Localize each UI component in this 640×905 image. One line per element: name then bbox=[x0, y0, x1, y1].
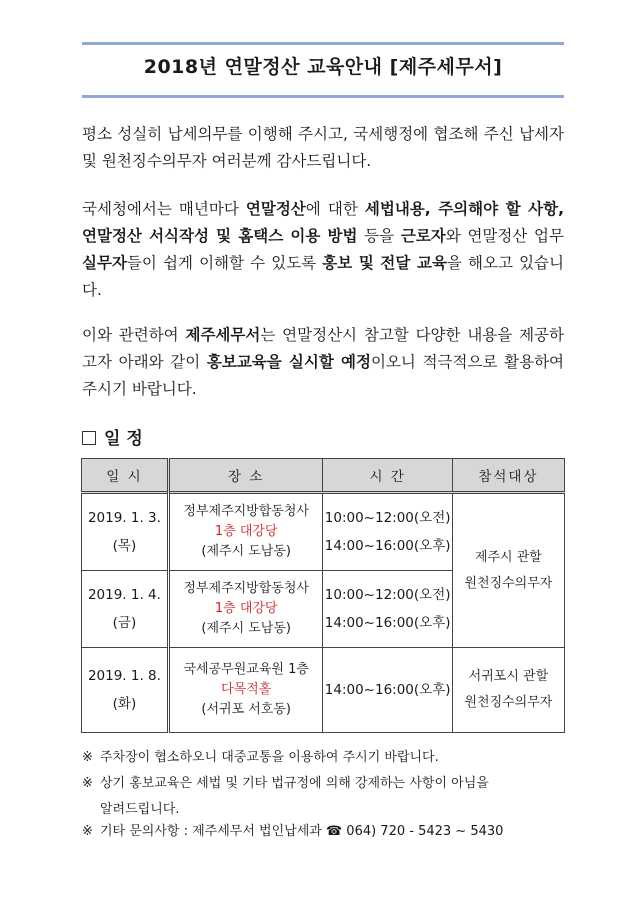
paragraph-greeting: 평소 성실히 납세의무를 이행해 주시고, 국세행정에 협조해 주신 납세자 및 원천징수의무자 여러분께 감사드립니다. bbox=[82, 125, 564, 170]
page-title: 2018년 연말정산 교육안내 [제주세무서] bbox=[143, 56, 503, 78]
cell-time: 10:00~12:00(오전) 14:00~16:00(오후) bbox=[323, 493, 452, 571]
title-rule-top bbox=[82, 42, 564, 45]
cell-place: 국세공무원교육원 1층 다목적홀 (서귀포 서호동) bbox=[168, 648, 323, 733]
table-row bbox=[82, 493, 565, 571]
header-target: 참석대상 bbox=[452, 459, 564, 493]
table-header-row bbox=[82, 459, 565, 493]
checkbox-square-icon bbox=[82, 431, 96, 445]
cell-date: 2019. 1. 3. (목) bbox=[82, 493, 169, 571]
table-row bbox=[82, 648, 565, 733]
note-contact: ※ 기타 문의사항 : 제주세무서 법인납세과 ☎ 064) 720 - 5423 ~ 5430 bbox=[82, 824, 504, 839]
section-heading-schedule: 일 정 bbox=[82, 424, 143, 449]
cell-date: 2019. 1. 8. (화) bbox=[82, 648, 169, 733]
note-parking: ※ 주차장이 협소하오니 대중교통을 이용하여 주시기 바랍니다. bbox=[82, 750, 439, 765]
paragraph-intro: 국세청에서는 매년마다 연말정산에 대한 세법내용, 주의해야 할 사항, 연말정산 서식작성 및 홈택스 이용 방법 등을 근로자와 연말정산 업무 실무자들이 쉽게 이해할 수 있도록 홍보 및 전달 교육을 해오고 있습니다. bbox=[82, 200, 564, 299]
header-time: 시 간 bbox=[323, 459, 452, 493]
cell-time: 10:00~12:00(오전) 14:00~16:00(오후) bbox=[323, 571, 452, 648]
note-not-mandatory: ※ 상기 홍보교육은 세법 및 기타 법규정에 의해 강제하는 사항이 아님을 알려드립니다. bbox=[82, 776, 489, 817]
cell-target-jeju: 제주시 관할 원천징수의무자 bbox=[452, 493, 564, 648]
title-rule-bottom bbox=[82, 95, 564, 98]
cell-time: 14:00~16:00(오후) bbox=[323, 648, 452, 733]
header-place: 장 소 bbox=[168, 459, 323, 493]
schedule-table bbox=[81, 458, 565, 733]
cell-date: 2019. 1. 4. (금) bbox=[82, 571, 169, 648]
cell-target-seogwipo: 서귀포시 관할 원천징수의무자 bbox=[452, 648, 564, 733]
paragraph-plan: 이와 관련하여 제주세무서는 연말정산시 참고할 다양한 내용을 제공하고자 아래와 같이 홍보교육을 실시할 예정이오니 적극적으로 활용하여 주시기 바랍니다. bbox=[82, 326, 565, 398]
cell-place: 정부제주지방합동청사 1층 대강당 (제주시 도남동) bbox=[168, 493, 323, 571]
cell-place: 정부제주지방합동청사 1층 대강당 (제주시 도남동) bbox=[168, 571, 323, 648]
header-datetime: 일 시 bbox=[82, 459, 169, 493]
